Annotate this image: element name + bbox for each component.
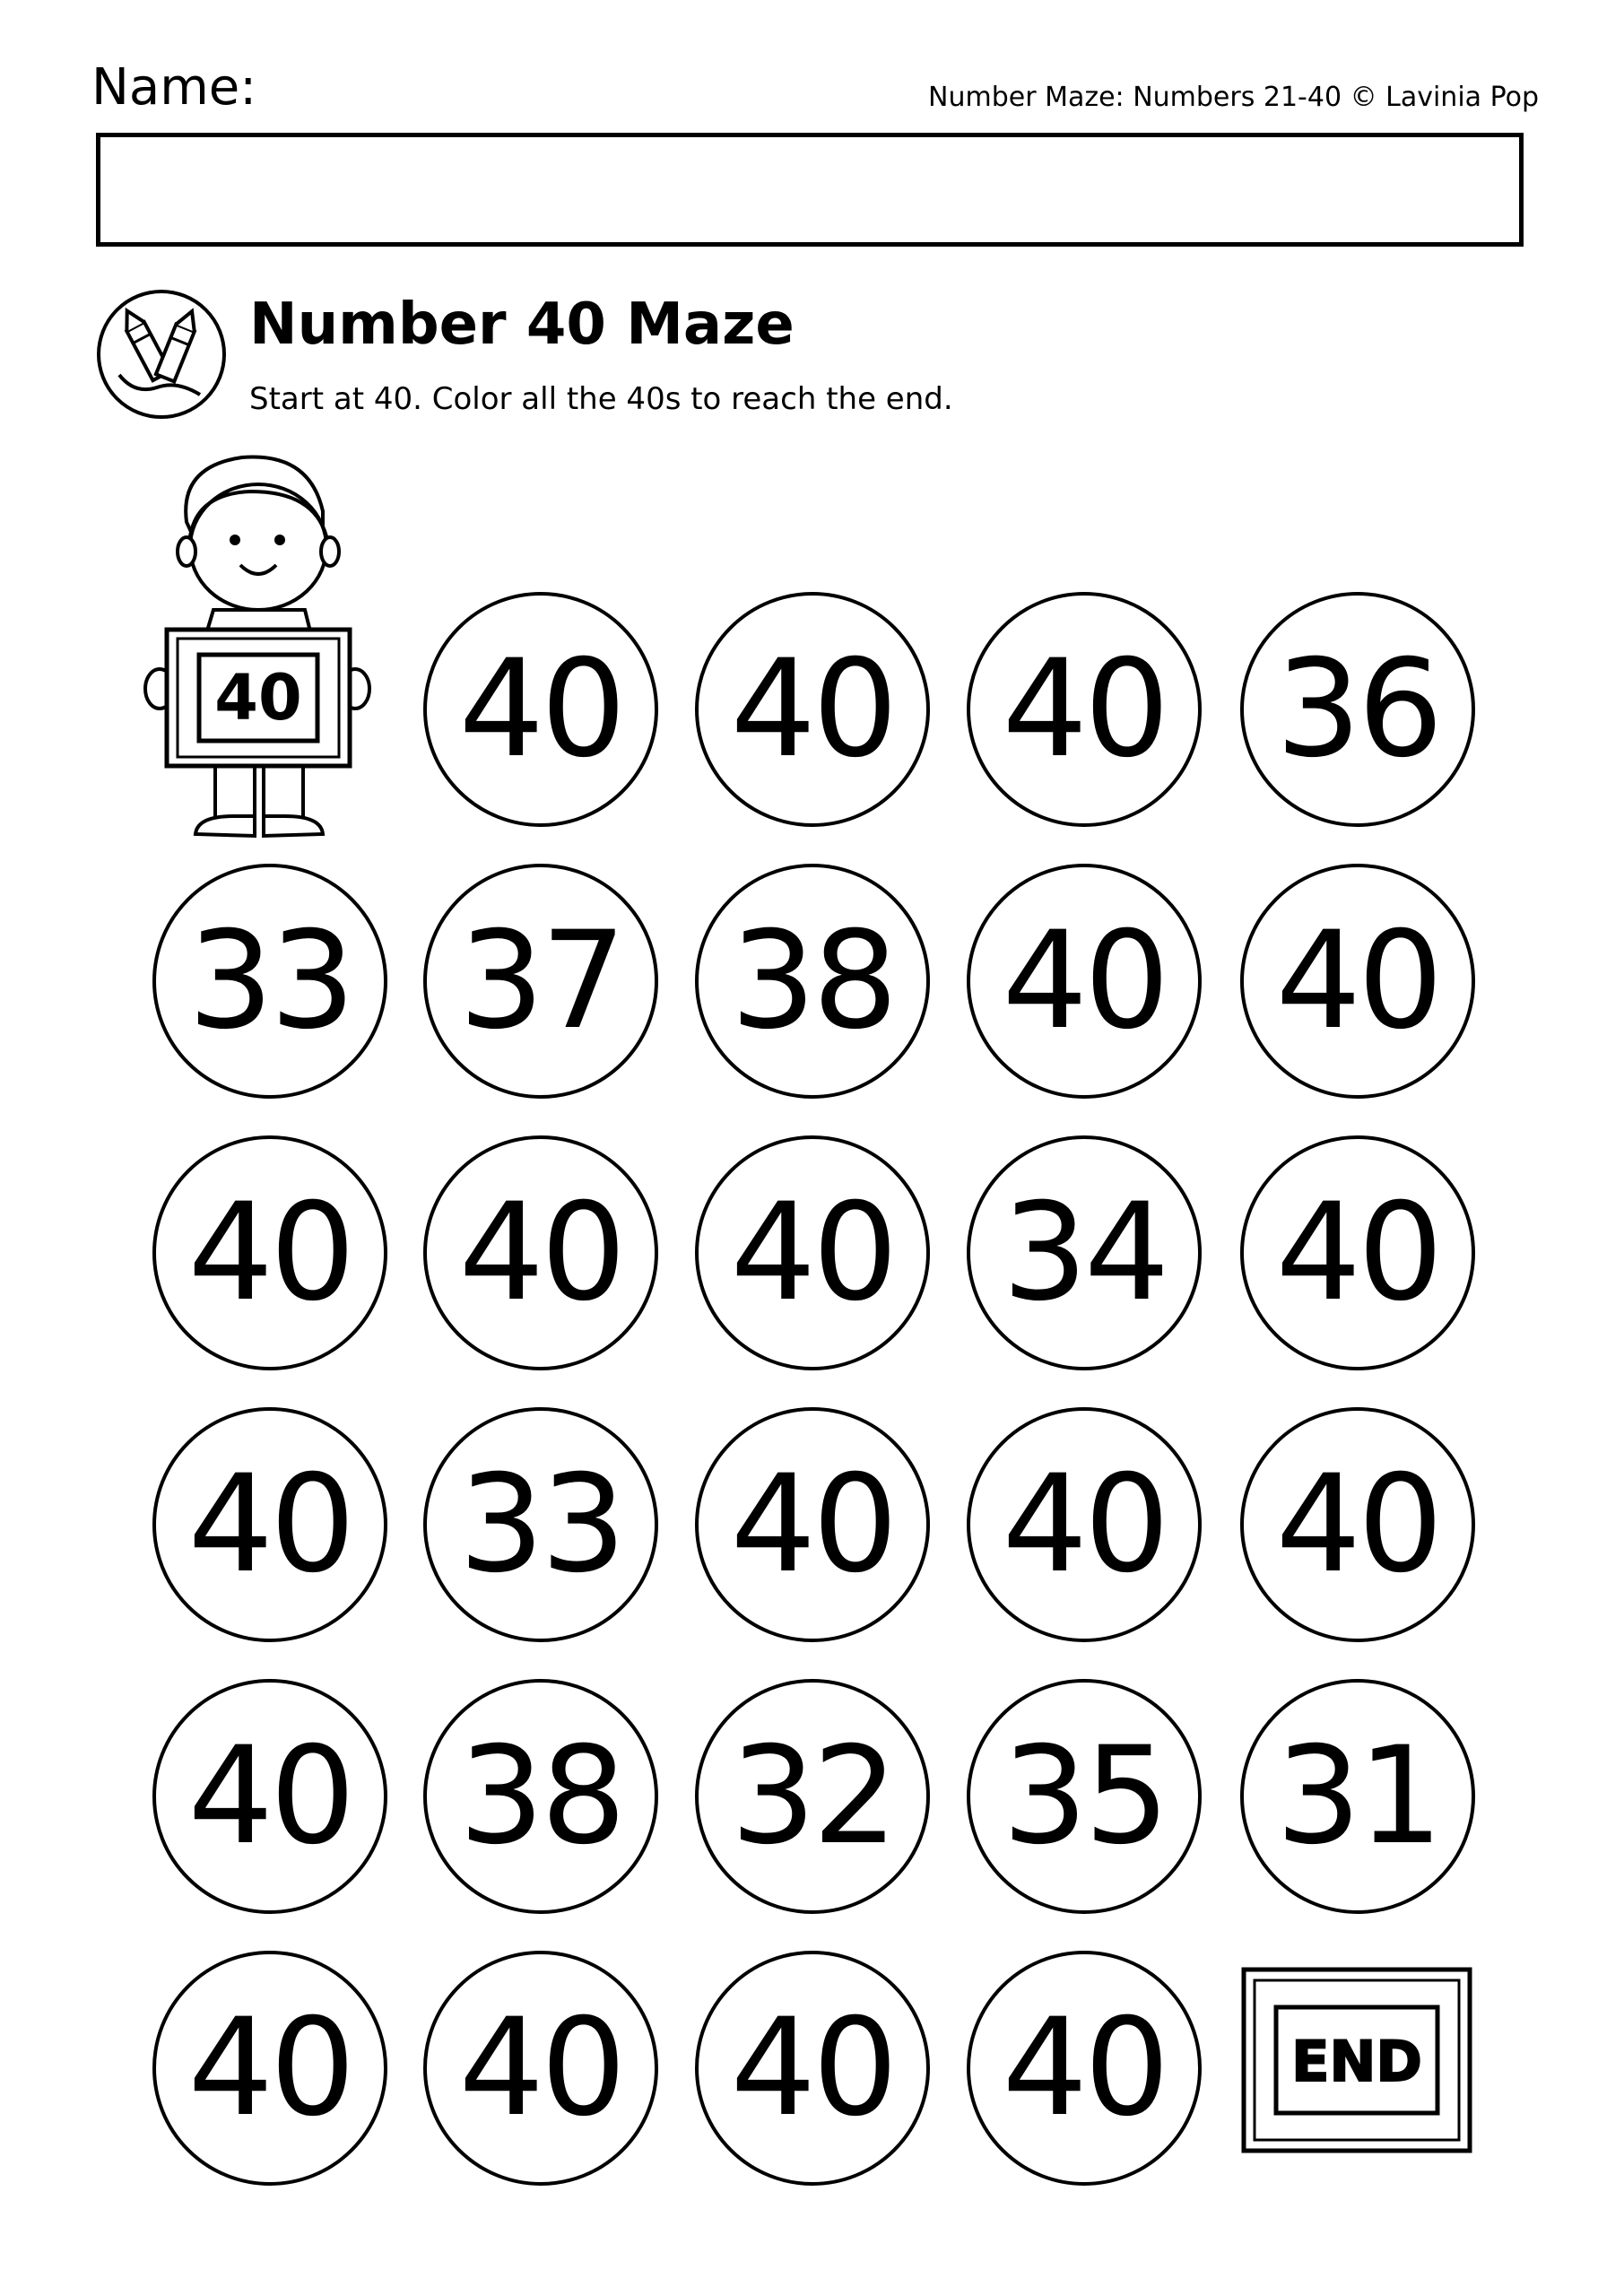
maze-circle[interactable]: 40 bbox=[152, 1407, 387, 1642]
maze-circle[interactable]: 38 bbox=[423, 1679, 658, 1914]
maze-circle[interactable]: 40 bbox=[1240, 1407, 1475, 1642]
maze-circle[interactable]: 40 bbox=[967, 592, 1202, 827]
maze-circle[interactable]: 40 bbox=[695, 1951, 930, 2186]
maze-circle[interactable]: 40 bbox=[152, 1679, 387, 1914]
maze-circle[interactable]: 40 bbox=[423, 1135, 658, 1370]
maze-circle[interactable]: 40 bbox=[967, 1407, 1202, 1642]
maze-circle[interactable]: 40 bbox=[152, 1951, 387, 2186]
name-input-box[interactable] bbox=[96, 133, 1524, 247]
maze-circle[interactable]: 38 bbox=[695, 864, 930, 1099]
name-label: Name: bbox=[91, 58, 257, 117]
maze-circle[interactable]: 35 bbox=[967, 1679, 1202, 1914]
maze-circle[interactable]: 40 bbox=[1240, 1135, 1475, 1370]
crayon-icon bbox=[94, 287, 229, 422]
page-title: Number 40 Maze bbox=[249, 291, 795, 358]
maze-circle[interactable]: 40 bbox=[1240, 864, 1475, 1099]
maze-circle[interactable]: 40 bbox=[695, 592, 930, 827]
maze-circle[interactable]: 40 bbox=[423, 592, 658, 827]
start-sign-number: 40 bbox=[214, 661, 302, 735]
maze-circle[interactable]: 40 bbox=[423, 1951, 658, 2186]
maze-circle[interactable]: 40 bbox=[152, 1135, 387, 1370]
maze-circle[interactable]: 34 bbox=[967, 1135, 1202, 1370]
maze-circle[interactable]: 31 bbox=[1240, 1679, 1475, 1914]
boy-holding-sign-illustration bbox=[143, 439, 386, 843]
maze-circle[interactable]: 32 bbox=[695, 1679, 930, 1914]
maze-circle[interactable]: 33 bbox=[152, 864, 387, 1099]
instructions: Start at 40. Color all the 40s to reach the end. bbox=[249, 381, 953, 417]
maze-circle[interactable]: 40 bbox=[967, 864, 1202, 1099]
maze-circle[interactable]: 37 bbox=[423, 864, 658, 1099]
maze-circle[interactable]: 40 bbox=[695, 1135, 930, 1370]
maze-circle[interactable]: 36 bbox=[1240, 592, 1475, 827]
maze-circle[interactable]: 40 bbox=[695, 1407, 930, 1642]
maze-circle[interactable]: 33 bbox=[423, 1407, 658, 1642]
end-sign bbox=[1240, 1966, 1473, 2154]
maze-circle[interactable]: 40 bbox=[967, 1951, 1202, 2186]
worksheet-credit: Number Maze: Numbers 21-40 © Lavinia Pop bbox=[928, 82, 1539, 113]
end-label: END bbox=[1291, 2029, 1422, 2094]
